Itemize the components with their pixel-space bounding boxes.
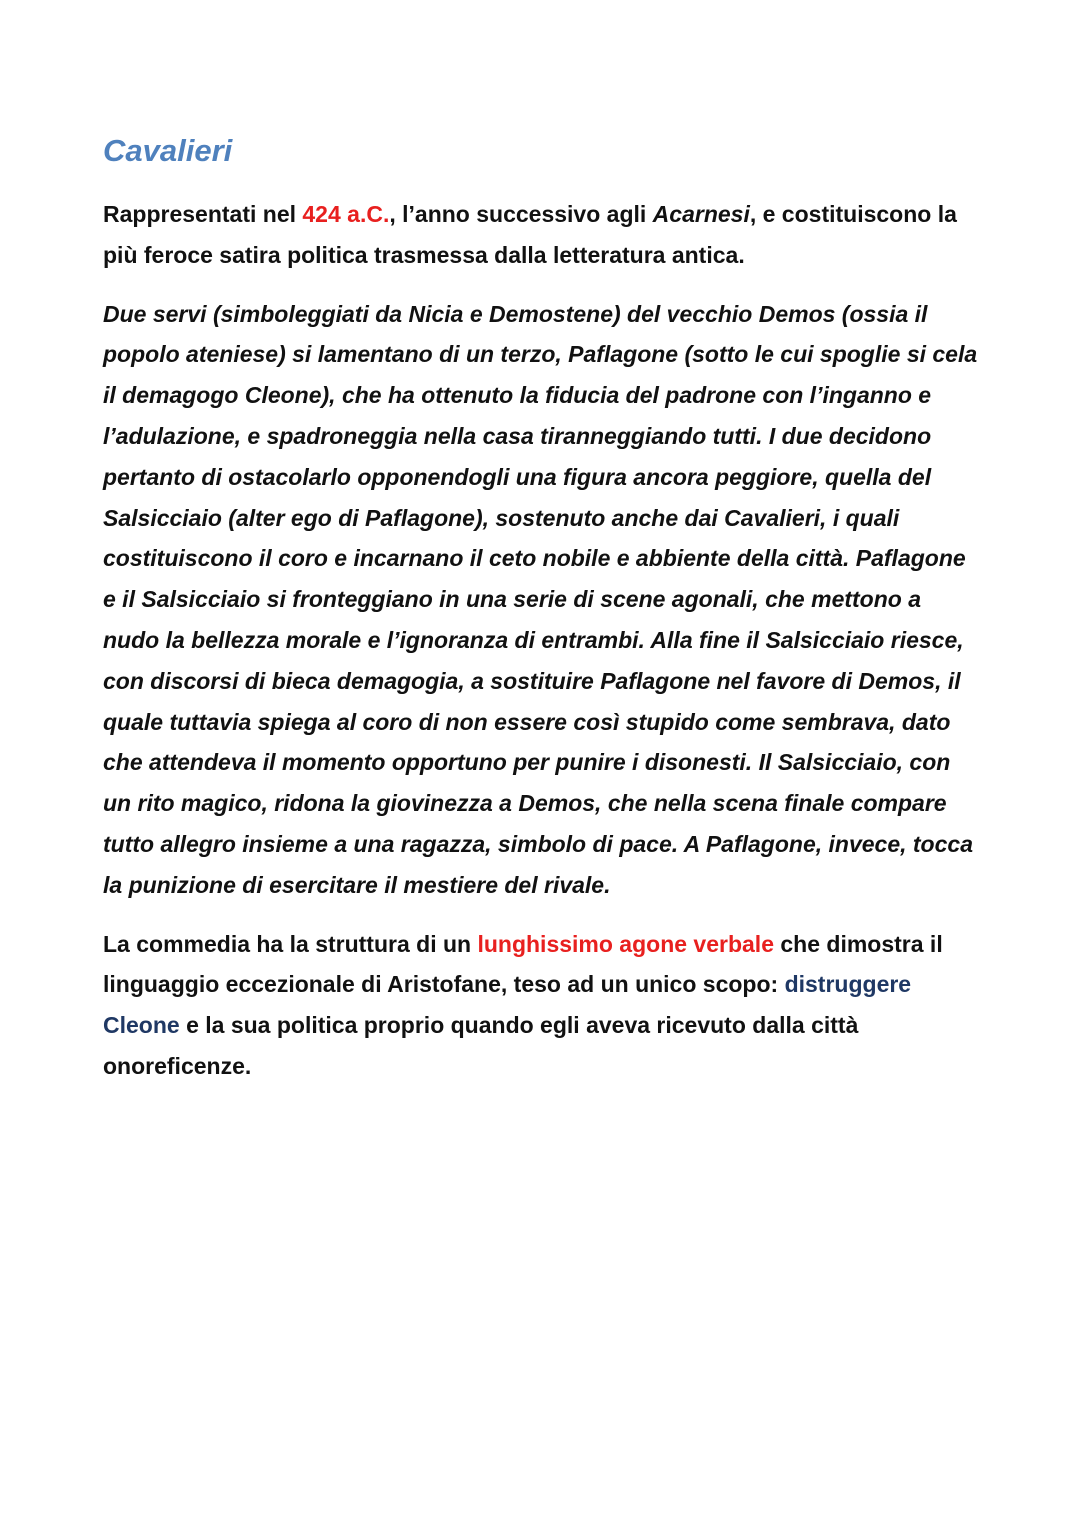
- structure-text-1: La commedia ha la struttura di un: [103, 930, 478, 957]
- plot-paragraph: Due servi (simboleggiati da Nicia e Demostene) del vecchio Demos (ossia il popolo ateniese) si lamentano di un terzo, Paflagone (sotto le cui spoglie si cela il demagogo Cleone), che ha ottenuto la fiducia del padrone con l’inganno e l’adulazione, e spadroneggia nella casa tiranneggiando tutti. I due decidono pertanto di ostacolarlo opponendogli una figura ancora peggiore, quella del Salsicciaio (alter ego di Paflagone), sostenuto anche dai Cavalieri, i quali costituiscono il coro e incarnano il ceto nobile e abbiente della città. Paflagone e il Salsicciaio si fronteggiano in una serie di scene agonali, che mettono a nudo la bellezza morale e l’ignoranza di entrambi. Alla fine il Salsicciaio riesce, con discorsi di bieca demagogia, a sostituire Paflagone nel favore di Demos, il quale tuttavia spiega al coro di non essere così stupido come sembrava, dato che attendeva il momento opportuno per punire i disonesti. Il Salsicciaio, con un rito magico, ridona la giovinezza a Demos, che nella scena finale compare tutto allegro insieme a una ragazza, simbolo di pace. A Paflagone, invece, tocca la punizione di esercitare il mestiere del rivale.: [103, 300, 978, 898]
- goal-highlight: distruggere Cleone: [103, 971, 912, 1039]
- year-highlight: 424 a.C.: [302, 201, 390, 227]
- structure-paragraph: [103, 924, 983, 1087]
- work-title: Acarnesi: [652, 201, 750, 227]
- structure-text-2: che dimostra il linguaggio eccezionale di Aristofane, teso ad un unico scopo:: [103, 930, 943, 998]
- intro-text-1: Rappresentati nel: [103, 201, 303, 227]
- intro-text-2: , l’anno successivo agli: [389, 201, 653, 227]
- intro-paragraph: [103, 194, 983, 276]
- intro-text-3: , e costituiscono la più feroce satira politica trasmessa dalla letteratura antica.: [103, 201, 957, 268]
- section-title: Cavalieri: [103, 133, 233, 168]
- structure-text-3: e la sua politica proprio quando egli aveva ricevuto dalla città onoreficenze.: [103, 1012, 859, 1079]
- document-page: [103, 128, 983, 1105]
- agone-highlight: lunghissimo agone verbale: [477, 930, 774, 957]
